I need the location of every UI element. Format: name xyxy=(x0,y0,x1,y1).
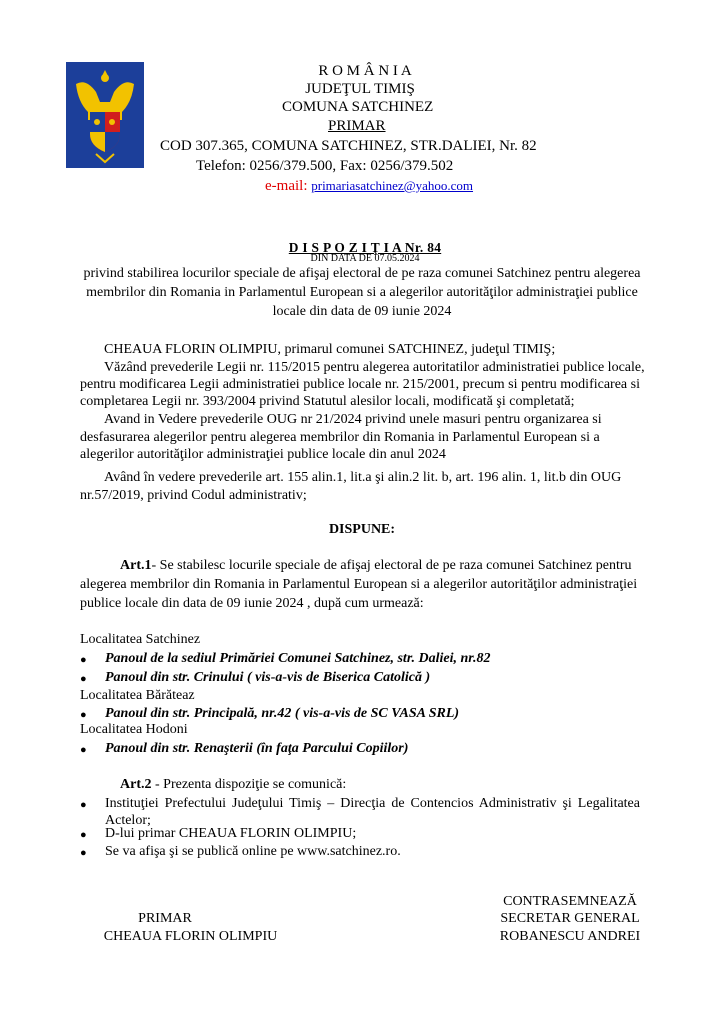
preamble-oug21-line-1: Avand in Vedere prevederile OUG nr 21/2024 privind unele masuri pentru organizarea si xyxy=(104,412,602,427)
bullet-icon: ● xyxy=(80,673,87,685)
art2-item-primar: D-lui primar CHEAUA FLORIN OLIMPIU; xyxy=(105,826,357,841)
art2-text: - Prezenta dispoziţie se comunică: xyxy=(151,777,347,792)
art1-line-2: alegerea membrilor din Romania in Parlamentul European si a alegerilor autorităţilor administraţiei xyxy=(80,577,638,592)
art2-item-prefectura-line-1: Instituţiei Prefectului Judeţului Timiş – Direcţia de Contencios Administrativ şi Legalitatea xyxy=(105,796,640,811)
art2-item-website: Se va afişa şi se publică online pe www.satchinez.ro. xyxy=(105,844,401,859)
preamble-law115-line-3: completarea Legii nr. 393/2004 privind Statutul alesilor locali, modificată şi completată; xyxy=(80,394,575,409)
panel-crinului: Panoul din str. Crinului ( vis-a-vis de Biserica Catolică ) xyxy=(105,670,431,685)
subject-line-1: privind stabilirea locurilor speciale de afişaj electoral de pe raza comunei Satchinez pentru alegerea xyxy=(83,266,641,281)
coat-of-arms-logo xyxy=(66,62,144,168)
countersign-label: CONTRASEMNEAZĂ xyxy=(503,894,637,909)
preamble-oug21-line-3: alegerilor autorităţilor administraţiei publice locale din anul 2024 xyxy=(80,447,446,462)
art1-line-1 xyxy=(120,558,632,574)
preamble-law115-line-2: pentru modificarea Legii administratiei publice locale nr. 215/2001, precum si pentru modificarea si xyxy=(80,377,640,392)
subject-line-3: locale din data de 09 iunie 2024 xyxy=(272,304,452,319)
signature-mayor-name: CHEAUA FLORIN OLIMPIU xyxy=(103,929,278,944)
art2-item-prefectura-line-2: Actelor; xyxy=(105,813,151,828)
bullet-icon: ● xyxy=(80,799,87,811)
header-phone: Telefon: 0256/379.500, Fax: 0256/379.502 xyxy=(196,158,454,174)
signature-secretary-title: SECRETAR GENERAL xyxy=(500,911,640,926)
header-commune: COMUNA SATCHINEZ xyxy=(282,99,434,115)
art1-label: Art.1 xyxy=(120,558,152,573)
email-label: e-mail: xyxy=(265,178,308,194)
panel-renasterii: Panoul din str. Renaşterii (în faţa Parcului Copiilor) xyxy=(105,741,409,756)
locality-satchinez: Localitatea Satchinez xyxy=(80,632,201,647)
bullet-icon: ● xyxy=(80,654,87,666)
signature-mayor-title: PRIMAR xyxy=(138,911,192,926)
panel-primarie: Panoul de la sediul Primăriei Comunei Satchinez, str. Daliei, nr.82 xyxy=(105,651,491,666)
bullet-icon: ● xyxy=(80,744,87,756)
header-office: PRIMAR xyxy=(328,118,386,134)
locality-barateaz: Localitatea Bărăteaz xyxy=(80,688,195,703)
art1-line-3: publice locale din data de 09 iunie 2024 , după cum urmează: xyxy=(80,596,424,611)
bullet-icon: ● xyxy=(80,709,87,721)
header-county: JUDEŢUL TIMIŞ xyxy=(305,81,415,97)
header-email-line xyxy=(265,178,473,195)
subject-line-2: membrilor din Romania in Parlamentul European si a alegerilor autorităţilor administraţiei publice xyxy=(86,285,638,300)
preamble-mayor: CHEAUA FLORIN OLIMPIU, primarul comunei SATCHINEZ, judeţul TIMIŞ; xyxy=(104,342,556,357)
preamble-oug21-line-2: desfasurarea alegerilor pentru alegerea membrilor din Romania in Parlamentul European si a xyxy=(80,430,600,445)
bullet-icon: ● xyxy=(80,829,87,841)
preamble-codul-line-2: nr.57/2019, privind Codul administrativ; xyxy=(80,488,307,503)
decision-date: DIN DATA DE 07.05.2024 xyxy=(310,253,420,264)
bullet-icon: ● xyxy=(80,847,87,859)
header-country: R O M Â N I A xyxy=(318,63,412,79)
header-address: COD 307.365, COMUNA SATCHINEZ, STR.DALIEI, Nr. 82 xyxy=(160,138,537,154)
preamble-codul-line-1: Având în vedere prevederile art. 155 alin.1, lit.a şi alin.2 lit. b, art. 196 alin. 1, lit.b din OUG xyxy=(104,470,622,485)
preamble-law115-line-1: Văzând prevederile Legii nr. 115/2015 pentru alegerea autoritatilor administratiei publice locale, xyxy=(104,360,645,375)
decision-heading: D I S P O Z I Ţ I A Nr. 84 xyxy=(288,240,442,255)
email-link[interactable]: primariasatchinez@yahoo.com xyxy=(311,178,474,193)
art2-line xyxy=(120,777,346,793)
locality-hodoni: Localitatea Hodoni xyxy=(80,722,188,737)
signature-secretary-name: ROBANESCU ANDREI xyxy=(499,929,641,944)
art2-label: Art.2 xyxy=(120,777,152,792)
art1-text: - Se stabilesc locurile speciale de afişaj electoral de pe raza comunei Satchinez pentru xyxy=(151,558,632,573)
panel-principala: Panoul din str. Principală, nr.42 ( vis-a-vis de SC VASA SRL) xyxy=(105,706,460,721)
dispune-heading: DISPUNE: xyxy=(328,522,396,537)
